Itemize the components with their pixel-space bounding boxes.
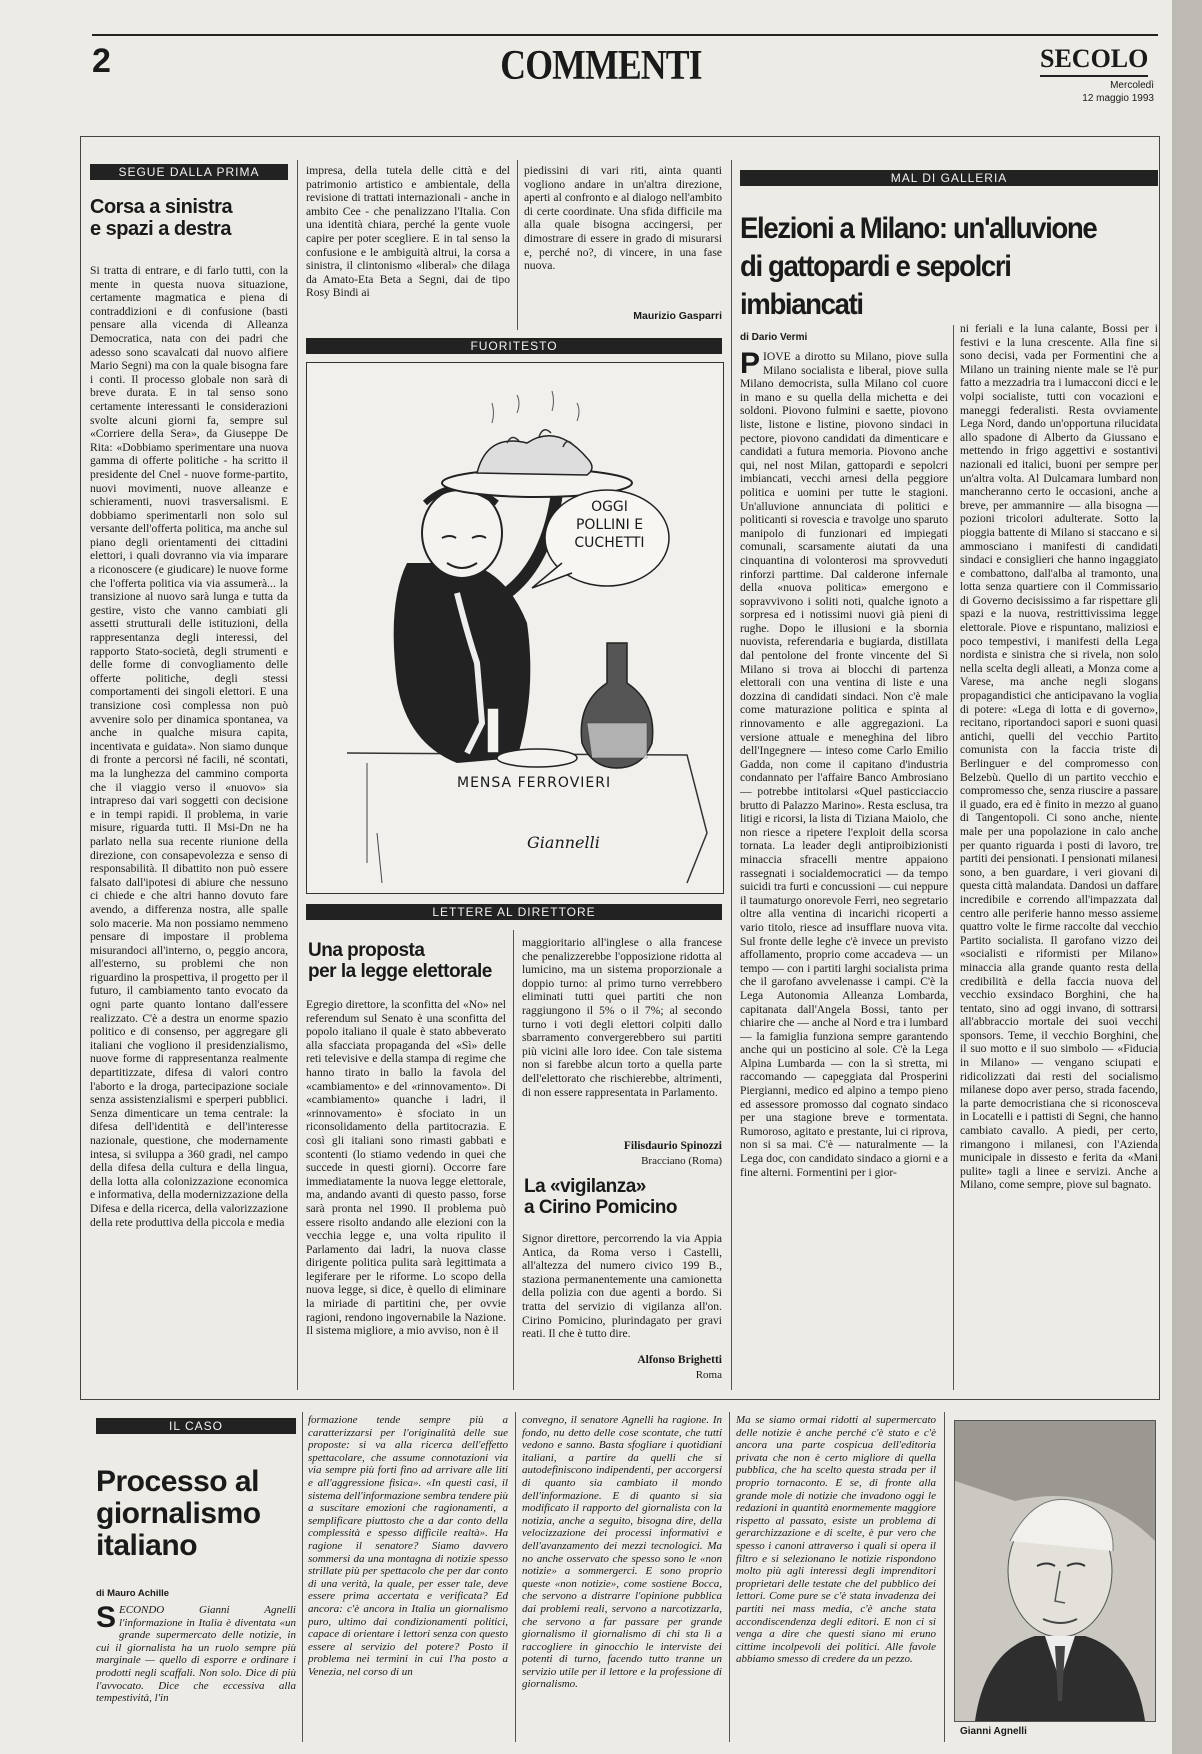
kicker-mal-di-galleria: MAL DI GALLERIA	[740, 170, 1158, 186]
il-caso-col4: Ma se siamo ormai ridotti al supermercato delle notizie è anche perché c'è stato e c'è ancora una parte cospicua dell'editoria privata che non è certo migliore di quella pubblica, che ha scelto questa strada per il proprio tornaconto. E se, di fronte alla grande mole di notizie che invadono oggi le redazioni in quantità enormemente maggiore rispetto al passato, esiste un problema di gerarchizzazione e di scelte, è pur vero che spesso i canoni attraverso i quali si opera il filtro e si selezionano le notizie rispondono molto più agli interessi degli imprenditori proprietari delle testate che del pubblico dei lettori. Come pure se c'è stata invadenza dei partiti nei mass media, c'è anche stata accondiscendenza degli editori. E non ci si venga a dire che questi siano mi eruno cittime incolpevoli dei politici. Alle favole abbiamo smesso di credere da un pezzo.	[736, 1414, 936, 1666]
photo-caption: Gianni Agnelli	[960, 1726, 1027, 1737]
column-divider	[515, 1412, 516, 1742]
article1-col2: impresa, della tutela delle città e del patrimonio artistico e ambientale, della revisione di trattati internazionali - anche in ambito Cee - che penalizzano l'Italia. Con una identità chiara, perché la gente vuole capire per poter scegliere. E in tal senso la confusione e le ambiguità altrui, la corsa a sinistra, il clintonismo «liberal» che dilaga da Amato-Eta Beta a Segni, dai de tipo Rosy Bindi ai	[306, 164, 510, 300]
kicker-segue: SEGUE DALLA PRIMA	[90, 164, 288, 180]
mal-byline: di Dario Vermi	[740, 332, 808, 343]
cartoon-frame	[306, 362, 724, 894]
letter2-author: Alfonso Brighetti	[637, 1354, 722, 1366]
column-divider	[517, 160, 518, 330]
cartoon-caption: MENSA FERROVIERI	[457, 775, 612, 791]
page-number: 2	[92, 42, 111, 80]
column-divider	[731, 160, 732, 1390]
il-caso-title: Processo al giornalismo italiano	[96, 1465, 261, 1562]
column-divider	[729, 1412, 730, 1742]
agnelli-photo	[954, 1420, 1156, 1722]
letter2-title: La «vigilanza» a Cirino Pomicino	[524, 1176, 678, 1219]
article1-title: Corsa a sinistra e spazi a destra	[90, 196, 233, 241]
column-divider	[297, 160, 298, 1390]
kicker-fuoritesto: FUORITESTO	[306, 338, 722, 354]
mal-dropcap: P	[740, 350, 761, 380]
letter2-place: Roma	[695, 1369, 722, 1381]
kicker-lettere: LETTERE AL DIRETTORE	[306, 904, 722, 920]
letter1-col1: Egregio direttore, la sconfitta del «No» nel referendum sul Senato è una sconfitta del popolo italiano il quale è stato abbeverato alla sfacciata propaganda del «Sì» delle reti televisive e della stampa di regime che hanno tirato in ballo la favola del «cambiamento» e del «rinnovamento». Di «cambiamento» quanche i ladri, il «rinnovamento» è sfociato in un riconsolidamento della partitocrazia. E così gli italiani sono rimasti gabbati e scontenti (lo stiamo vedendo in quei che succede in questi giorni). Occorre fare immediatamente la nuova legge elettorale, ma, andando avanti di questo passo, forse sarà pronta nel 1990. Il problema può essere risolto andando alle elezioni con la vecchia legge e, una volta ripulito il Parlamento dai ladri, la nuova classe dirigente politica pulita sarà legittimata a legiferare per le riforme. Lo scopo della nuova legge, si dice, è quello di eliminare la miriade di partitini che, per ovvie ragioni, rendono ingovernabile la Nazione. Il sistema migliore, a mio avviso, non è il	[306, 998, 506, 1338]
kicker-il-caso: IL CASO	[96, 1418, 296, 1434]
portrait-image	[955, 1421, 1155, 1721]
mal-col2: ni feriali e la luna calante, Bossi per i festivi e la luna crescente. Alla fine si sono decisi, vada per Formentini che a Milano un training niente male se l'è pur fatto a mezzadria tra i lumacconi dicci e le volpi socialiste, tutti con vocazioni e maneggi federalisti. Resta ovviamente Lega Nord, dando un'opportuna rilucidata allo spadone di Alberto da Giussano e mettendo in frigo aggettivi e sostantivi nazionali ed italici, buoni per sempre per un'altra volta. Al Dulcamara lumbard non mancheranno certo le occasioni, anche a breve, per ammannire — alla bisogna — pozioni tricolori adulterate. Sotto la pioggia battente di Milano si staccano e si ammosciano i manifesti di candidati sindaci e consiglieri che hanno ingaggiato e combattono, dall'alba al tramonto, una lotta senza quartiere con il Commissario di Governo decisissimo a far rispettare gli spazi e la nuova, restrittivissima legge elettorale. Piove e rispuntano, maliziosi e poco tempestivi, i manifesti della Lega nordista e sinistra che si rivela, non solo nella scelta degli alleati, a Monza come a Varese, ma anche negli slogans propagandistici che anticipavano la voglia di potere: «Lega di lotta e di governo», recitano, riportandoci sapori e suoni quasi antichi, quelli del vecchio Partito comunista con la faccia triste di Berlinguer e del compromesso con Belzebù. Quello di un partito vecchio e compromesso che, senza riuscire a passare il guado, era ed è finito in mezzo al guano di Tangentopoli. Ci sono anche, niente male per una popolazione in calo anche per quanto riguarda i posti di lavoro, tre partiti dei pensionati. I pensionati milanesi sono, a ben guardare, i veri giovani di questa città malandata. Dandosi un daffare incredibile e correndo all'impazzata dal centro alle periferie hanno messo assieme quattro volte le firme raccolte dal vecchio Partito socialista. Il garofano vizzo dei «socialisti e riformisti per Milano» minaccia alla grande quanto resta della credibilità e della faccia nuova del vecchio exsindaco Borghini, che ha tentato, sino ad oggi invano, di sottrarsi all'abbraccio mortale dei suoi vecchi sponsors. Teme, il vecchio Borghini, che il suo motto e il suo simbolo — «Fiducia in Milano» — vengano sciupati e ridicolizzati dai resti del socialismo milanese dopo aver perso, strada facendo, la parte democristiana che si riconosceva in Locatelli e i pattisti di Segni, che hanno cambiato cavallo. A piedi, per certo, rimangono i milanesi, con l'Azienda municipale in dissesto e ferita da «Mani pulite» tagli a linee e servizi. Anche a Milano, come sempre, piove sul bagnato.	[960, 322, 1158, 1192]
column-divider	[513, 930, 514, 1390]
cartoon-illustration	[307, 363, 723, 893]
cartoon-balloon-text: OGGI POLLINI E CUCHETTI	[574, 499, 645, 551]
letter1-title: Una proposta per la legge elettorale	[308, 940, 492, 983]
column-divider	[944, 1412, 945, 1742]
il-caso-byline: di Mauro Achille	[96, 1588, 170, 1599]
newspaper-logo: SECOLO	[1040, 44, 1149, 73]
il-caso-dropcap: S	[96, 1604, 117, 1634]
column-divider	[302, 1412, 303, 1742]
letter1-place: Bracciano (Roma)	[641, 1155, 722, 1167]
article1-col1: Si tratta di entrare, e di farlo tutti, con la mente in questa nuova situazione, certamente magmatica e piena di contraddizioni e di confusione (basti pensare alla vicenda di Alleanza Democratica, nata con dei padri che adesso sono scavalcati dal nuovo alfiere Mario Segni) ma con la quale bisogna fare i conti. Il processo globale non sarà di breve durata. E in tal senso sono certamente interessanti le considerazioni svolte alcuni giorni fa, sempre sul «Corriere della Sera», da Giuseppe De Rita: «Dobbiamo sperimentare una nuova gamma di offerte politiche - ha scritto il presidente del Cnel - nuove forme-partito, nuovi movimenti, nuove alleanze e schieramenti, nuovi trasversalismi. E dobbiamo sperimentarli non solo sul versante dell'offerta politica, ma anche sul piano degli orientamenti dei cittadini elettori, i quali dovranno via via imparare a riconoscere (e giudicare) le nuove forme che l'offerta politica via via assumerà... la transizione al nuovo sarà lunga e tutta da gestire, visto che vanno cambiati gli assetti strutturali delle istituzioni, della rappresentanza degli interessi, del rapporto Stato-società, degli strumenti e delle forme di convogliamento delle offerte politiche, degli stessi comportamenti dei singoli elettori. E una transizione così complessa non può avvenire solo per dinamica spontanea, va anche in qualche misura capita, incentivata e guidata». Non siamo dunque di fronte a percorsi né facili, né scontati, ma la lunghezza del cammino comporta che il viaggio verso il «nuovo» sia intrapreso dai vari soggetti con decisione e in tempi rapidi. Il problema, in varie misure, riguarda tutti. Il Msi-Dn ne ha parlato nella sua recente riunione della direzione, con consapevolezza e senso di responsabilità. Il dibattito non può essere falsato dall'ipotesi di abiure che nessuno ci chiede e che altri hanno dovuto fare avendo, a differenza nostra, alle spalle solo macerie. Ma non possiamo nemmeno pensare di impostare il problema misurandoci all'interno, o, peggio ancora, all'esterno, su problemi che non riguardino la prospettiva, il progetto per il futuro, il cambiamento tanto evocato da ogni parte quanto lontano dall'essere realizzato. C'è a destra un enorme spazio politico e di consenso, per aggregare gli italiani che vogliono il presidenzialismo, nuove forme di rappresentanza realmente departitizzate, difesa di valori contro l'aborto e la droga, partecipazione sociale senza assistenzialismi e sperperi pubblici. Senza dimenticare un tema centrale: la difesa dell'identità e dell'interesse nazionale, questione, che modernamente intesa, si sviluppa a 360 gradi, nel campo della difesa della cultura e della lingua, della lotta alla colonizzazione economica e informativa, della modernizzazione della Difesa e della ricerca, della valorizzazione della rete produttiva della piccola e media	[90, 264, 288, 1229]
section-title: COMMENTI	[500, 43, 702, 89]
cartoon-signature: Giannelli	[527, 833, 600, 852]
article1-col3: piedissini di vari riti, ainta quanti vogliono andare in un'altra direzione, aperti al confronto e al dialogo nell'ambito di certe coordinate. Una sfida difficile ma alla quale bisogna accingersi, per dimostrare di essere in grado di misurarsi e, perché no?, di vincere, in una fase nuova.	[524, 164, 722, 273]
header-rule	[92, 34, 1158, 36]
article1-author: Maurizio Gasparri	[633, 310, 722, 322]
il-caso-col2: formazione tende sempre più a caratterizzarsi per l'originalità delle sue proposte: si va alla ricerca dell'effetto spettacolare, che assume connotazioni via via sempre più forti fino ad arrivare alle liti e all'aggressione fisica». «In questi casi, il sistema dell'informazione sembra tendere più a suscitare emozioni che ragionamenti, a semplificare piuttosto che a dar conto della complessità e spesso difficile realtà». Ha ragione il senatore? Siamo davvero sommersi da una montagna di notizie spesso strillate più per spettacolo che per dar conto di una verità, la quale, per esser tale, deve essere prima accertata e verificata? Ed ancora: c'è ancora in Italia un giornalismo puro, ultimo dai condizionamenti politici, capace di orientare i lettori senza con questo essere al servizio del potere? Posto il problema nei termini in cui l'ha posto a Venezia, nel corso di un	[308, 1414, 508, 1678]
letter1-author: Filisdaurio Spinozzi	[623, 1140, 722, 1152]
il-caso-col1: SECONDO Gianni Agnelli l'informazione in Italia è diventata «un grande supermercato delle notizie, in cui il giornalista ha un ruolo sempre più marginale — quello di esporre e ordinare i prodotti negli scaffali. Non solo. Dice di più l'avvocato. Dice che eccessiva alla tempestività, l'in	[96, 1604, 296, 1705]
letter2-body: Signor direttore, percorrendo la via Appia Antica, da Roma verso i Castelli, all'altezza del numero civico 199 B., stazionа permanentemente una camionetta della polizia con due agenti a bordo. Si tratta del servizio di vigilanza all'on. Cirino Pomicino, plurindagato per gravi reati. Il che è tutto dire.	[522, 1232, 722, 1340]
mal-col1: PIOVE a dirotto su Milano, piove sulla Milano socialista e liberal, piove sulla Milano democristа, sulla Milano col cuore in mano e su quella della michetta e dei soldoni. Piovono fulmini e saette, piovono liste, listone e listine, piovono sindaci in pectore, piovono candidati da dimenticare e candidati a futura memoria. Piovono anche qui, nel nost Milan, gattopardi e sepolcri imbiancati, vecchi arnesi della peggiore politica e uomini per tutte le stagioni. Un'alluvione annunciata di politici e politicanti si rovescia e travolge uno sparuto manipolo di funzionari ed impiegati comunali, scarsamente aiutati da una cinquantina di volonterosi ma sprovveduti rinforzi parttime. Dal calderone infernale della «nuova politica» emergono e sopravvivono i soliti noti, qualche ignoto a sorpresa ed i notissimi nuovi già pieni di rughe. Dopo le illusioni e la sbornia nuovista, referendaria e bugiarda, distillata dal pentolone del fronte vincente del Sì Milano si trova ai blocchi di partenza elettorali con una ventina di liste e una dozzina di candidati sindaci. Non c'è male come maturazione politica e spinta al rinnovamento e alle aggregazioni. La versione attuale e meneghina del libro dell'Ingegnere — inteso come Carlo Emilio Gadda, non come il capitano d'industria condannato per l'affaire Banco Ambrosiano — potrebbe intitolarsi «Quel pasticciaccio brutto di Palazzo Marino». Resta esclusa, tra litigi e ricorsi, la lista di Tiziana Maiolo, che non riesce a ripetere l'exploit della scorsa tornata. La leader degli antiproibizionisti minaccia sfracelli mentre appaiono rassegnati i socialdemocratici — da tempo suicidi tra furti e concussioni — cui neppure il taumaturgo onorevole Ferri, neo segretario oltre alla ventina di incarichi ricoperti a vario titolo, riesce ad insufflare nuova vita. Sul fronte delle leghe c'è invece un previsto affollamento, proprio come accadeva — un tempo — con i partiti larghi socialista primа che il garofano avvelenasse i campi. C'è la Lega Autonomia Alleanza Lombarda, capitanata dall'Angela Bossi, tanto per chiarire che — anche al Nord e tra i lumbard — la famiglia funziona sempre garantendo anche qui un posticino al sole. C'è la Lega Alpina Lumbarda — con la sì stretta, mi raccomando — capeggiata dal Prosperini Piergianni, medico ed alpino a tempo pieno ed assessore promosso dal cognato sindaco per una stagione breve e tormentata. Rumoroso, agitato e prestante, lui ci riprova, non si sa mai. C'è — naturalmente — la Lega doc, con candidato sindaco a giorni e a fine alterni. Formentini per i gior-	[740, 350, 948, 1179]
issue-day: Mercoledì	[1110, 80, 1154, 91]
page-fold-shadow	[1172, 0, 1202, 1754]
issue-date: 12 maggio 1993	[1082, 93, 1154, 104]
mal-title: Elezioni a Milano: un'alluvione di gattopardi e sepolcri imbiancati	[740, 212, 1097, 321]
column-divider	[953, 325, 954, 1390]
il-caso-col3: convegno, il senatore Agnelli ha ragione. In fondo, nu detto delle cose scontate, che tutti vedono e sanno. Basta sfogliare i quotidiani italiani, a partire da quelli che si autodefiniscono indipendenti, per accorgersi di quanto sia cambiato il mondo dell'informazione. E di quanto si sia modificato il rapporto del giornalista con la notizia, anche a seguito, bisogna dire, della velocizzazione dei processi informativi e dell'avanzamento dei mezzi tecnologici. Ma no anche osservato che spesso sono le «non notizie» a sommergerci. E sono proprio queste «non notizie», come sostiene Bocca, che servono a distrarre l'opinione pubblica dai problemi reali, servono a narcotizzarla, che servono a far passare per grande giornalismo il giornalismo di chi sta lì a raccogliere in ginocchio le interviste dei potenti di turno, facendo tutto tranne un servizio utile per il lettore e la professione di giornalismo.	[522, 1414, 722, 1691]
letter1-col2: maggioritario all'inglese o alla francese che penalizzerebbe l'opposizione ridotta al lumicino, ma un sistema proporzionale a doppio turno: al primo turno verrebbero eliminati tutti quei partiti che non raggiungono il 5% o il 7%; al secondo turno i voti degli elettori colpiti dallo sbarramento convergerebbero sui partiti più vicini alle loro idee. Con tale sistema non si farebbe alcun torto a quella parte dell'elettorato che rischierebbe, altrimenti, di non essere rappresentata in Parlamento.	[522, 936, 722, 1099]
